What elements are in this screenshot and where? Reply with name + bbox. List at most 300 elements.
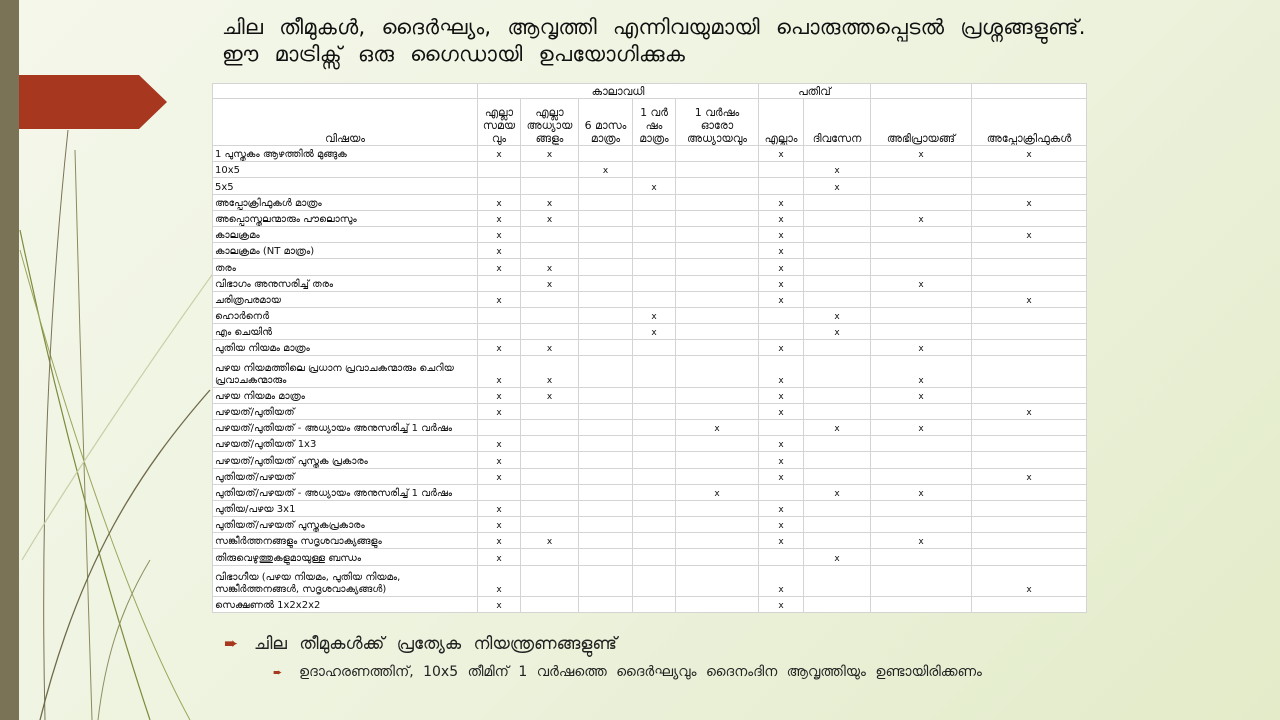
matrix-cell (972, 243, 1087, 259)
matrix-cell (972, 500, 1087, 516)
matrix-cell: x (478, 500, 521, 516)
matrix-cell: x (759, 210, 804, 226)
matrix-cell (676, 596, 759, 612)
table-row (213, 484, 1087, 500)
matrix-cell: x (871, 419, 972, 435)
matrix-cell: x (521, 146, 579, 162)
table-row (213, 468, 1087, 484)
matrix-cell: x (759, 596, 804, 612)
matrix-cell (478, 484, 521, 500)
matrix-cell: x (804, 324, 871, 340)
matrix-cell: x (478, 259, 521, 275)
matrix-cell (521, 565, 579, 596)
matrix-cell (676, 500, 759, 516)
matrix-cell (521, 178, 579, 194)
matrix-cell (521, 452, 579, 468)
matrix-cell (633, 436, 676, 452)
table-row (213, 210, 1087, 226)
table-row (213, 500, 1087, 516)
matrix-cell (676, 387, 759, 403)
matrix-cell: x (972, 146, 1087, 162)
matrix-cell: x (521, 275, 579, 291)
matrix-cell (972, 210, 1087, 226)
matrix-cell: x (972, 565, 1087, 596)
matrix-cell (972, 596, 1087, 612)
matrix-cell: x (759, 275, 804, 291)
matrix-cell (579, 387, 633, 403)
matrix-cell (521, 596, 579, 612)
matrix-cell (759, 162, 804, 178)
matrix-cell (676, 210, 759, 226)
matrix-cell (633, 226, 676, 242)
matrix-cell: x (759, 291, 804, 307)
matrix-cell (521, 436, 579, 452)
matrix-cell (972, 533, 1087, 549)
matrix-cell (579, 210, 633, 226)
matrix-cell (972, 436, 1087, 452)
matrix-cell (759, 324, 804, 340)
matrix-cell (579, 533, 633, 549)
matrix-cell (676, 533, 759, 549)
reading-plan-matrix (212, 83, 1086, 613)
matrix-cell (676, 243, 759, 259)
matrix-cell: x (478, 291, 521, 307)
row-subject: അപ്പോക്രിഫുകൾ മാത്രം (213, 194, 478, 210)
matrix-cell (579, 500, 633, 516)
matrix-cell: x (478, 596, 521, 612)
matrix-cell: x (478, 226, 521, 242)
matrix-cell (676, 549, 759, 565)
matrix-cell (972, 387, 1087, 403)
matrix-cell (633, 533, 676, 549)
matrix-cell (521, 419, 579, 435)
matrix-cell (579, 419, 633, 435)
matrix-cell: x (478, 565, 521, 596)
matrix-cell: x (478, 452, 521, 468)
row-subject: പഴയത്/പുതിയത് (213, 403, 478, 419)
matrix-cell (804, 468, 871, 484)
matrix-cell (579, 356, 633, 387)
matrix-cell (871, 403, 972, 419)
table-row (213, 324, 1087, 340)
matrix-cell (521, 243, 579, 259)
matrix-cell (972, 178, 1087, 194)
matrix-cell (871, 596, 972, 612)
table-row (213, 517, 1087, 533)
row-subject: സെക്ഷണൽ 1x2x2x2 (213, 596, 478, 612)
row-subject: പഴയ നിയമം മാത്രം (213, 387, 478, 403)
row-subject: പുതിയത്/പഴയത് - അധ്യായം അനുസരിച്ച് 1 വർഷം (213, 484, 478, 500)
matrix-cell (478, 178, 521, 194)
matrix-cell (871, 162, 972, 178)
matrix-cell (676, 436, 759, 452)
matrix-cell: x (478, 387, 521, 403)
column-header-apocrypha: അപ്പോക്രിഫുകൾ (972, 99, 1087, 146)
matrix-cell (804, 596, 871, 612)
row-subject: പഴയത്/പുതിയത് 1x3 (213, 436, 478, 452)
matrix-cell: x (633, 324, 676, 340)
matrix-cell: x (759, 403, 804, 419)
matrix-table (212, 83, 1087, 613)
matrix-cell: x (759, 243, 804, 259)
matrix-body (213, 146, 1087, 613)
column-header-all-chapters: എല്ലാ അധ്യായ ങ്ങളും (521, 99, 579, 146)
bullet-level1-text: ചില തീമുകൾക്ക് പ്രത്യേക നിയന്ത്രണങ്ങളുണ്ട് (254, 634, 617, 654)
matrix-cell (676, 162, 759, 178)
matrix-cell (804, 452, 871, 468)
header-blank (213, 84, 478, 99)
matrix-cell (633, 275, 676, 291)
matrix-cell: x (521, 356, 579, 387)
matrix-cell (972, 419, 1087, 435)
bullet-level2-text: ഉദാഹരണത്തിന്, 10x5 തീമിന് 1 വർഷത്തെ ദൈർഘ്യവും ദൈനംദിന ആവൃത്തിയും ഉണ്ടായിരിക്കണം (299, 664, 982, 680)
matrix-cell (804, 291, 871, 307)
matrix-cell: x (478, 210, 521, 226)
matrix-cell (759, 549, 804, 565)
bullet-level2 (273, 664, 982, 680)
matrix-cell (633, 403, 676, 419)
matrix-cell (676, 146, 759, 162)
matrix-cell (804, 340, 871, 356)
matrix-cell: x (521, 340, 579, 356)
matrix-cell: x (478, 436, 521, 452)
matrix-cell: x (871, 340, 972, 356)
matrix-cell: x (478, 194, 521, 210)
matrix-cell (521, 468, 579, 484)
matrix-cell (759, 307, 804, 323)
matrix-cell (804, 403, 871, 419)
table-row (213, 387, 1087, 403)
matrix-cell: x (676, 484, 759, 500)
matrix-cell (579, 178, 633, 194)
matrix-cell (759, 178, 804, 194)
matrix-cell (633, 210, 676, 226)
table-row (213, 596, 1087, 612)
row-subject: തിരുവെഴുത്തുകളുമായുള്ള ബന്ധം (213, 549, 478, 565)
table-row (213, 340, 1087, 356)
row-subject: പുതിയ നിയമം മാത്രം (213, 340, 478, 356)
matrix-cell: x (972, 468, 1087, 484)
matrix-cell (521, 500, 579, 516)
matrix-cell: x (871, 210, 972, 226)
table-row (213, 549, 1087, 565)
matrix-cell (972, 275, 1087, 291)
matrix-cell (972, 259, 1087, 275)
row-subject: 1 പുസ്തകം ആഴത്തിൽ മുങ്ങുക (213, 146, 478, 162)
matrix-cell (676, 403, 759, 419)
matrix-cell (633, 452, 676, 468)
matrix-cell (633, 468, 676, 484)
matrix-cell: x (759, 194, 804, 210)
matrix-cell (579, 275, 633, 291)
matrix-cell (633, 500, 676, 516)
arrow-bullet-icon: ➨ (273, 666, 283, 679)
matrix-cell (521, 403, 579, 419)
matrix-cell (871, 565, 972, 596)
header-blank (871, 84, 972, 99)
matrix-cell (579, 468, 633, 484)
matrix-cell (972, 162, 1087, 178)
matrix-cell (579, 403, 633, 419)
column-header-comments: അഭിപ്രായങ്ങ് (871, 99, 972, 146)
row-subject: ചരിത്രപരമായ (213, 291, 478, 307)
matrix-cell (972, 549, 1087, 565)
matrix-cell: x (759, 387, 804, 403)
matrix-cell: x (579, 162, 633, 178)
matrix-cell (521, 549, 579, 565)
matrix-cell (972, 307, 1087, 323)
matrix-cell (521, 324, 579, 340)
column-header-1-year: 1 വർ ഷം മാത്രം (633, 99, 676, 146)
matrix-cell (579, 146, 633, 162)
matrix-cell: x (759, 517, 804, 533)
row-subject: പഴയത്/പുതിയത് പുസ്തക പ്രകാരം (213, 452, 478, 468)
matrix-cell (633, 259, 676, 275)
table-row (213, 162, 1087, 178)
matrix-cell (579, 291, 633, 307)
matrix-cell (804, 356, 871, 387)
table-row (213, 146, 1087, 162)
slide-title: ചില തീമുകൾ, ദൈർഘ്യം, ആവൃത്തി എന്നിവയുമായി പൊരുത്തപ്പെടൽ പ്രശ്നങ്ങളുണ്ട്. ഈ മാട്രിക്സ് ഒരു ഗൈഡായി ഉപയോഗിക്കുക (222, 15, 1086, 66)
matrix-cell (633, 146, 676, 162)
matrix-cell (804, 259, 871, 275)
row-subject: 5x5 (213, 178, 478, 194)
matrix-cell (676, 565, 759, 596)
matrix-cell: x (521, 259, 579, 275)
table-row (213, 452, 1087, 468)
row-subject: 10x5 (213, 162, 478, 178)
matrix-cell: x (478, 243, 521, 259)
matrix-cell: x (759, 226, 804, 242)
matrix-cell (804, 517, 871, 533)
matrix-cell: x (759, 533, 804, 549)
table-row (213, 403, 1087, 419)
matrix-cell (676, 452, 759, 468)
matrix-cell (521, 307, 579, 323)
title-arrow-shape (19, 75, 167, 129)
matrix-cell: x (759, 452, 804, 468)
row-subject: പഴയത്/പുതിയത് - അധ്യായം അനുസരിച്ച് 1 വർഷം (213, 419, 478, 435)
matrix-cell: x (478, 549, 521, 565)
row-subject: എം ചെയിൻ (213, 324, 478, 340)
table-row (213, 243, 1087, 259)
matrix-cell (676, 517, 759, 533)
matrix-cell (633, 517, 676, 533)
row-subject: പുതിയത്/പഴയത് (213, 468, 478, 484)
matrix-cell (804, 500, 871, 516)
table-row (213, 533, 1087, 549)
matrix-cell: x (871, 275, 972, 291)
matrix-cell: x (633, 178, 676, 194)
row-subject: വിഭാഗീയ (പഴയ നിയമം, പുതിയ നിയമം, സങ്കീർത്തനങ്ങൾ, സദൃശവാക്യങ്ങൾ) (213, 565, 478, 596)
matrix-cell (804, 146, 871, 162)
matrix-cell (804, 436, 871, 452)
matrix-cell (871, 517, 972, 533)
matrix-cell (633, 419, 676, 435)
matrix-cell (871, 291, 972, 307)
matrix-cell (521, 162, 579, 178)
matrix-cell: x (871, 533, 972, 549)
matrix-cell (478, 324, 521, 340)
matrix-cell (579, 436, 633, 452)
row-subject: കാലക്രമം (213, 226, 478, 242)
matrix-cell: x (759, 500, 804, 516)
matrix-cell (478, 307, 521, 323)
matrix-cell (676, 291, 759, 307)
matrix-cell: x (871, 356, 972, 387)
matrix-cell (972, 517, 1087, 533)
group-header-duration: കാലാവധി (478, 84, 759, 99)
table-row (213, 194, 1087, 210)
matrix-cell (676, 307, 759, 323)
matrix-cell (521, 226, 579, 242)
row-subject: ഹൊർനെർ (213, 307, 478, 323)
matrix-cell: x (759, 340, 804, 356)
column-header-all: എല്ലാം (759, 99, 804, 146)
matrix-cell (676, 226, 759, 242)
table-row (213, 565, 1087, 596)
matrix-cell (804, 226, 871, 242)
matrix-cell: x (972, 194, 1087, 210)
matrix-cell (579, 517, 633, 533)
matrix-cell: x (478, 340, 521, 356)
matrix-cell: x (804, 549, 871, 565)
matrix-cell (478, 162, 521, 178)
matrix-cell: x (871, 387, 972, 403)
column-header-6-months: 6 മാസം മാത്രം (579, 99, 633, 146)
arrow-bullet-icon: ➨ (224, 634, 239, 654)
matrix-cell: x (972, 403, 1087, 419)
matrix-cell (633, 194, 676, 210)
matrix-cell (633, 596, 676, 612)
matrix-cell (579, 259, 633, 275)
matrix-cell (633, 549, 676, 565)
column-header-subject: വിഷയം (213, 99, 478, 146)
table-row (213, 436, 1087, 452)
matrix-cell (759, 484, 804, 500)
matrix-cell: x (521, 387, 579, 403)
matrix-cell: x (633, 307, 676, 323)
matrix-cell (579, 596, 633, 612)
matrix-cell (521, 484, 579, 500)
matrix-cell (579, 243, 633, 259)
matrix-cell (972, 340, 1087, 356)
matrix-cell: x (759, 146, 804, 162)
matrix-cell: x (478, 533, 521, 549)
matrix-cell (871, 452, 972, 468)
table-row (213, 226, 1087, 242)
matrix-cell (676, 259, 759, 275)
matrix-cell: x (804, 484, 871, 500)
matrix-cell: x (521, 194, 579, 210)
matrix-cell (676, 178, 759, 194)
table-row (213, 275, 1087, 291)
row-subject: അപ്പൊസ്തലന്മാരും പൗലൊസും (213, 210, 478, 226)
matrix-cell: x (478, 468, 521, 484)
matrix-cell (633, 243, 676, 259)
matrix-cell (579, 565, 633, 596)
row-subject: വിഭാഗം അനുസരിച്ച് തരം (213, 275, 478, 291)
matrix-cell: x (478, 146, 521, 162)
matrix-cell: x (972, 291, 1087, 307)
matrix-cell (579, 226, 633, 242)
matrix-cell (972, 452, 1087, 468)
matrix-cell (521, 517, 579, 533)
matrix-cell (871, 307, 972, 323)
matrix-cell (804, 275, 871, 291)
matrix-cell (871, 243, 972, 259)
group-header-frequency: പതിവ് (759, 84, 871, 99)
matrix-cell: x (972, 226, 1087, 242)
matrix-cell (579, 452, 633, 468)
matrix-cell (804, 194, 871, 210)
column-header-all-time: എല്ലാ സമയ വും (478, 99, 521, 146)
matrix-cell (972, 356, 1087, 387)
matrix-cell (871, 468, 972, 484)
matrix-cell (521, 291, 579, 307)
table-row (213, 259, 1087, 275)
matrix-cell (676, 324, 759, 340)
matrix-cell (972, 324, 1087, 340)
matrix-cell (633, 565, 676, 596)
matrix-cell (633, 162, 676, 178)
matrix-cell (676, 194, 759, 210)
matrix-cell: x (759, 565, 804, 596)
matrix-cell: x (521, 210, 579, 226)
matrix-cell: x (676, 419, 759, 435)
matrix-cell (871, 178, 972, 194)
table-row (213, 419, 1087, 435)
matrix-cell (759, 419, 804, 435)
header-blank (972, 84, 1087, 99)
matrix-cell (579, 340, 633, 356)
column-header-daily: ദിവസേന (804, 99, 871, 146)
matrix-cell (579, 194, 633, 210)
bullet-level1 (224, 634, 617, 654)
row-subject: പഴയ നിയമത്തിലെ പ്രധാന പ്രവാചകന്മാരും ചെറിയ പ്രവാചകന്മാരും (213, 356, 478, 387)
matrix-cell (871, 226, 972, 242)
matrix-cell: x (478, 403, 521, 419)
table-row (213, 291, 1087, 307)
matrix-cell (633, 340, 676, 356)
matrix-cell (633, 291, 676, 307)
matrix-cell: x (478, 356, 521, 387)
matrix-cell: x (871, 484, 972, 500)
matrix-cell: x (804, 419, 871, 435)
matrix-cell (871, 259, 972, 275)
matrix-cell (478, 275, 521, 291)
matrix-cell (579, 307, 633, 323)
matrix-cell (804, 533, 871, 549)
matrix-cell: x (804, 178, 871, 194)
row-subject: പുതിയ/പഴയ 3x1 (213, 500, 478, 516)
matrix-cell: x (759, 436, 804, 452)
row-subject: പുതിയത്/പഴയത് പുസ്തകപ്രകാരം (213, 517, 478, 533)
matrix-cell (676, 340, 759, 356)
matrix-cell (676, 356, 759, 387)
matrix-cell (871, 549, 972, 565)
matrix-cell (804, 565, 871, 596)
column-header-1-year-each-chapter: 1 വർഷം ഓരോ അധ്യായവും (676, 99, 759, 146)
matrix-cell (579, 324, 633, 340)
matrix-cell: x (871, 146, 972, 162)
matrix-cell: x (759, 259, 804, 275)
matrix-cell (972, 484, 1087, 500)
matrix-cell: x (759, 468, 804, 484)
matrix-cell (676, 275, 759, 291)
matrix-cell: x (804, 307, 871, 323)
matrix-cell (804, 387, 871, 403)
